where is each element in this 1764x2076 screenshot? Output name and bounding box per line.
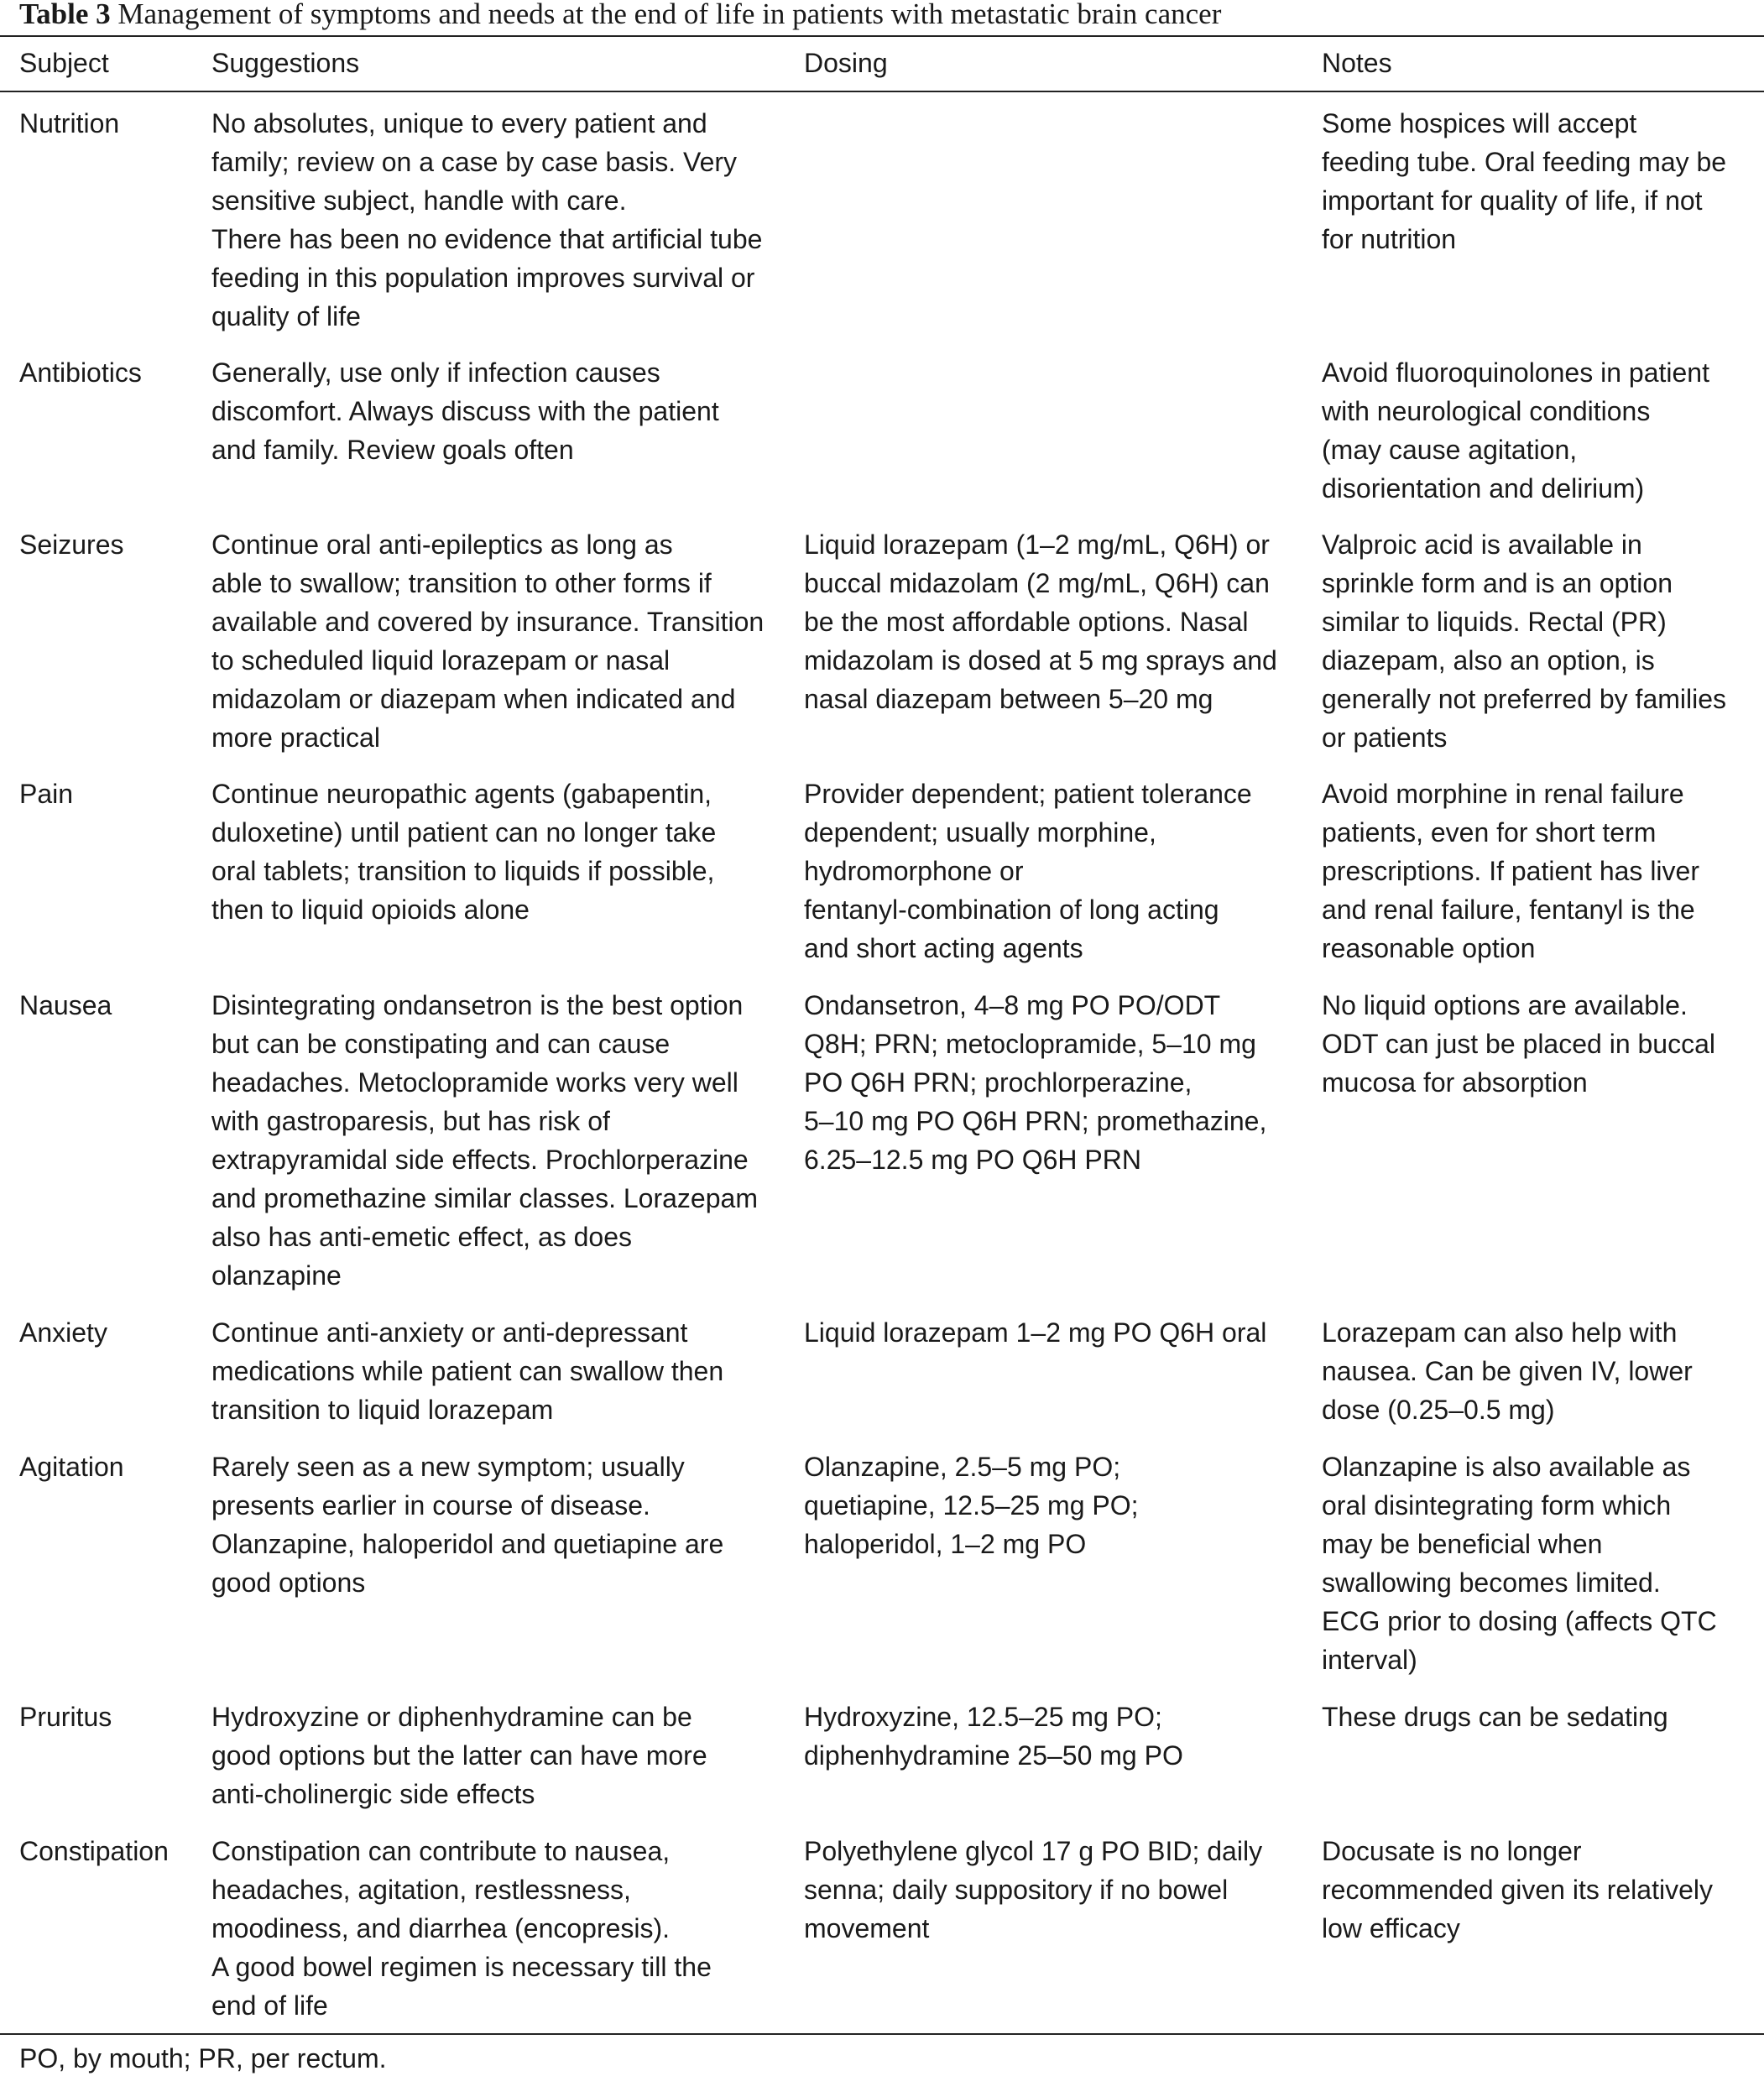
cell-dosing: Ondansetron, 4–8 mg PO PO/ODT Q8H; PRN; metoclopramide, 5–10 mg PO Q6H PRN; prochlorperazine, 5–10 mg PO Q6H PRN; promethazine, 6.25–12.5 mg PO Q6H PRN [804, 990, 1267, 1175]
cell-suggestions: Hydroxyzine or diphenhydramine can be good options but the latter can have more anti-cholinergic side effects [211, 1702, 707, 1809]
cell-notes: No liquid options are available. ODT can just be placed in buccal mucosa for absorption [1322, 990, 1715, 1098]
cell-notes: Some hospices will accept feeding tube. Oral feeding may be important for quality of life, if not for nutrition [1322, 108, 1727, 254]
cell-dosing: Provider dependent; patient tolerance dependent; usually morphine, hydromorphone or fentanyl-combination of long acting and short acting agents [804, 779, 1252, 963]
cell-notes: Lorazepam can also help with nausea. Can be given IV, lower dose (0.25–0.5 mg) [1322, 1317, 1693, 1425]
cell-notes: Docusate is no longer recommended given its relatively low efficacy [1322, 1836, 1713, 1943]
cell-suggestions: Continue neuropathic agents (gabapentin, duloxetine) until patient can no longer take oral tablets; transition to liquids if possible, then to liquid opioids alone [211, 779, 717, 925]
cell-notes: Olanzapine is also available as oral disintegrating form which may be beneficial when swallowing becomes limited. ECG prior to dosing (affects QTC interval) [1322, 1452, 1717, 1675]
header-notes: Notes [1322, 48, 1392, 78]
header-suggestions: Suggestions [211, 48, 360, 78]
cell-subject: Pruritus [19, 1702, 112, 1732]
cell-notes: Valproic acid is available in sprinkle form and is an option similar to liquids. Rectal (PR) diazepam, also an option, is generally not preferred by families or patients [1322, 529, 1727, 753]
cell-suggestions: Constipation can contribute to nausea, headaches, agitation, restlessness, moodiness, and diarrhea (encopresis). A good bowel regimen is necessary till the end of life [211, 1836, 712, 2021]
cell-suggestions: Continue anti-anxiety or anti-depressant medications while patient can swallow then transition to liquid lorazepam [211, 1317, 724, 1425]
cell-subject: Constipation [19, 1836, 169, 1866]
cell-dosing: Liquid lorazepam 1–2 mg PO Q6H oral [804, 1317, 1267, 1348]
cell-suggestions: Disintegrating ondansetron is the best option but can be constipating and can cause headaches. Metoclopramide works very well with gastroparesis, but has risk of extrapyramidal side effects. Prochlorperazine and promethazine similar classes. Lorazepam also has anti-emetic effect, as does olanzapine [211, 990, 758, 1291]
table-footnote: PO, by mouth; PR, per rectum. [19, 2043, 387, 2073]
cell-dosing: Hydroxyzine, 12.5–25 mg PO; diphenhydramine 25–50 mg PO [804, 1702, 1183, 1771]
cell-dosing: Polyethylene glycol 17 g PO BID; daily senna; daily suppository if no bowel movement [804, 1836, 1263, 1943]
cell-suggestions: Rarely seen as a new symptom; usually presents earlier in course of disease. Olanzapine, haloperidol and quetiapine are good options [211, 1452, 724, 1598]
header-subject: Subject [19, 48, 109, 78]
header-rule [0, 91, 1764, 92]
cell-notes: Avoid morphine in renal failure patients, even for short term prescriptions. If patient has liver and renal failure, fentanyl is the reasonable option [1322, 779, 1699, 963]
cell-dosing: Liquid lorazepam (1–2 mg/mL, Q6H) or buccal midazolam (2 mg/mL, Q6H) can be the most affordable options. Nasal midazolam is dosed at 5 mg sprays and nasal diazepam between 5–20 mg [804, 529, 1277, 714]
cell-subject: Nausea [19, 990, 112, 1020]
cell-notes: Avoid fluoroquinolones in patient with neurological conditions (may cause agitation, disorientation and delirium) [1322, 357, 1709, 503]
cell-subject: Antibiotics [19, 357, 142, 388]
cell-subject: Anxiety [19, 1317, 107, 1348]
cell-suggestions: No absolutes, unique to every patient and family; review on a case by case basis. Very sensitive subject, handle with care. There has been no evidence that artificial tube feeding in this population improves survival or quality of life [211, 108, 763, 331]
table-title: Management of symptoms and needs at the end of life in patients with metastatic brain cancer [117, 0, 1222, 30]
cell-suggestions: Continue oral anti-epileptics as long as able to swallow; transition to other forms if available and covered by insurance. Transition to scheduled liquid lorazepam or nasal midazolam or diazepam when indicated and more practical [211, 529, 765, 753]
cell-subject: Pain [19, 779, 74, 809]
table-caption [19, 0, 1221, 32]
cell-subject: Agitation [19, 1452, 124, 1482]
cell-subject: Seizures [19, 529, 124, 560]
cell-suggestions: Generally, use only if infection causes discomfort. Always discuss with the patient and family. Review goals often [211, 357, 719, 465]
header-dosing: Dosing [804, 48, 888, 78]
cell-subject: Nutrition [19, 108, 120, 138]
table-number: Table 3 [19, 0, 111, 30]
bottom-rule [0, 2033, 1764, 2035]
cell-dosing: Olanzapine, 2.5–5 mg PO; quetiapine, 12.5–25 mg PO; haloperidol, 1–2 mg PO [804, 1452, 1139, 1559]
cell-notes: These drugs can be sedating [1322, 1702, 1668, 1732]
table-header-row [0, 35, 1764, 91]
